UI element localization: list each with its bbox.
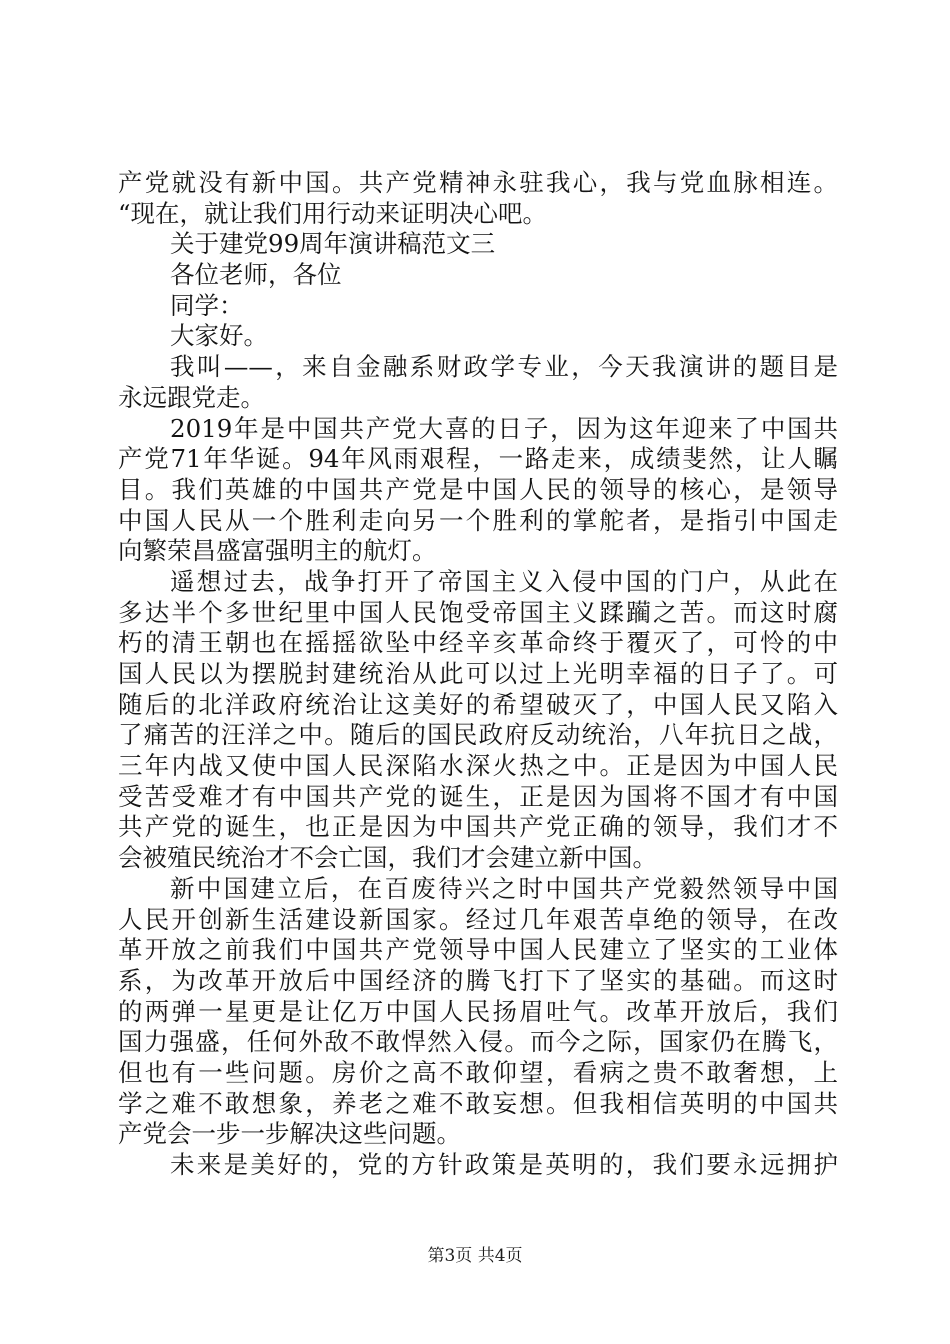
document-body bbox=[118, 168, 838, 1181]
text-line: 共产党的诞生，也正是因为中国共产党正确的领导，我们才不 bbox=[118, 812, 838, 842]
text-line: 各位老师，各位 bbox=[170, 260, 342, 290]
text-line: 目。我们英雄的中国共产党是中国人民的领导的核心，是领导 bbox=[118, 474, 838, 504]
text-line: 了痛苦的汪洋之中。随后的国民政府反动统治，八年抗日之战， bbox=[118, 720, 838, 750]
text-line: 大家好。 bbox=[170, 321, 268, 351]
text-line: 学之难不敢想象，养老之难不敢妄想。但我相信英明的中国共 bbox=[118, 1088, 838, 1118]
text-line: 人民开创新生活建设新国家。经过几年艰苦卓绝的领导，在改 bbox=[118, 904, 838, 934]
text-line: 关于建党99周年演讲稿范文三 bbox=[170, 229, 496, 259]
text-line: 中国人民从一个胜利走向另一个胜利的掌舵者，是指引中国走 bbox=[118, 505, 838, 535]
text-line: 永远跟党走。 bbox=[118, 382, 265, 412]
text-line: 遥想过去，战争打开了帝国主义入侵中国的门户，从此在 bbox=[170, 566, 838, 596]
text-line: 的两弹一星更是让亿万中国人民扬眉吐气。改革开放后，我们 bbox=[118, 996, 838, 1026]
text-line: 产党71年华诞。94年风雨艰程，一路走来，成绩斐然，让人瞩 bbox=[118, 444, 838, 474]
text-line: 我叫——，来自金融系财政学专业，今天我演讲的题目是 bbox=[170, 352, 838, 382]
text-line: 革开放之前我们中国共产党领导中国人民建立了坚实的工业体 bbox=[118, 935, 838, 965]
text-line: 系，为改革开放后中国经济的腾飞打下了坚实的基础。而这时 bbox=[118, 965, 838, 995]
text-line: 产党就没有新中国。共产党精神永驻我心，我与党血脉相连。 bbox=[118, 168, 838, 197]
text-line: 三年内战又使中国人民深陷水深火热之中。正是因为中国人民 bbox=[118, 751, 838, 781]
page-footer: 第3页 共4页 bbox=[427, 1246, 523, 1266]
text-line: 向繁荣昌盛富强明主的航灯。 bbox=[118, 536, 437, 566]
text-line: 未来是美好的，党的方针政策是英明的，我们要永远拥护 bbox=[170, 1150, 838, 1179]
text-line: 但也有一些问题。房价之高不敢仰望，看病之贵不敢奢想，上 bbox=[118, 1057, 838, 1087]
text-line: 受苦受难才有中国共产党的诞生，正是因为国将不国才有中国 bbox=[118, 781, 838, 811]
text-line: “现在，就让我们用行动来证明决心吧。 bbox=[118, 198, 548, 228]
text-line: 多达半个多世纪里中国人民饱受帝国主义蹂躏之苦。而这时腐 bbox=[118, 597, 838, 627]
text-line: 随后的北洋政府统治让这美好的希望破灭了，中国人民又陷入 bbox=[118, 689, 838, 719]
text-line: 2019年是中国共产党大喜的日子，因为这年迎来了中国共 bbox=[170, 413, 838, 443]
text-line: 国力强盛，任何外敌不敢悍然入侵。而今之际，国家仍在腾飞， bbox=[118, 1027, 838, 1057]
text-line: 会被殖民统治才不会亡国，我们才会建立新中国。 bbox=[118, 843, 657, 873]
text-line: 同学： bbox=[170, 290, 244, 320]
text-line: 朽的清王朝也在摇摇欲坠中经辛亥革命终于覆灭了，可怜的中 bbox=[118, 628, 838, 658]
text-line: 国人民以为摆脱封建统治从此可以过上光明幸福的日子了。可 bbox=[118, 659, 838, 688]
text-line: 产党会一步一步解决这些问题。 bbox=[118, 1119, 461, 1149]
text-line: 新中国建立后，在百废待兴之时中国共产党毅然领导中国 bbox=[170, 873, 838, 903]
